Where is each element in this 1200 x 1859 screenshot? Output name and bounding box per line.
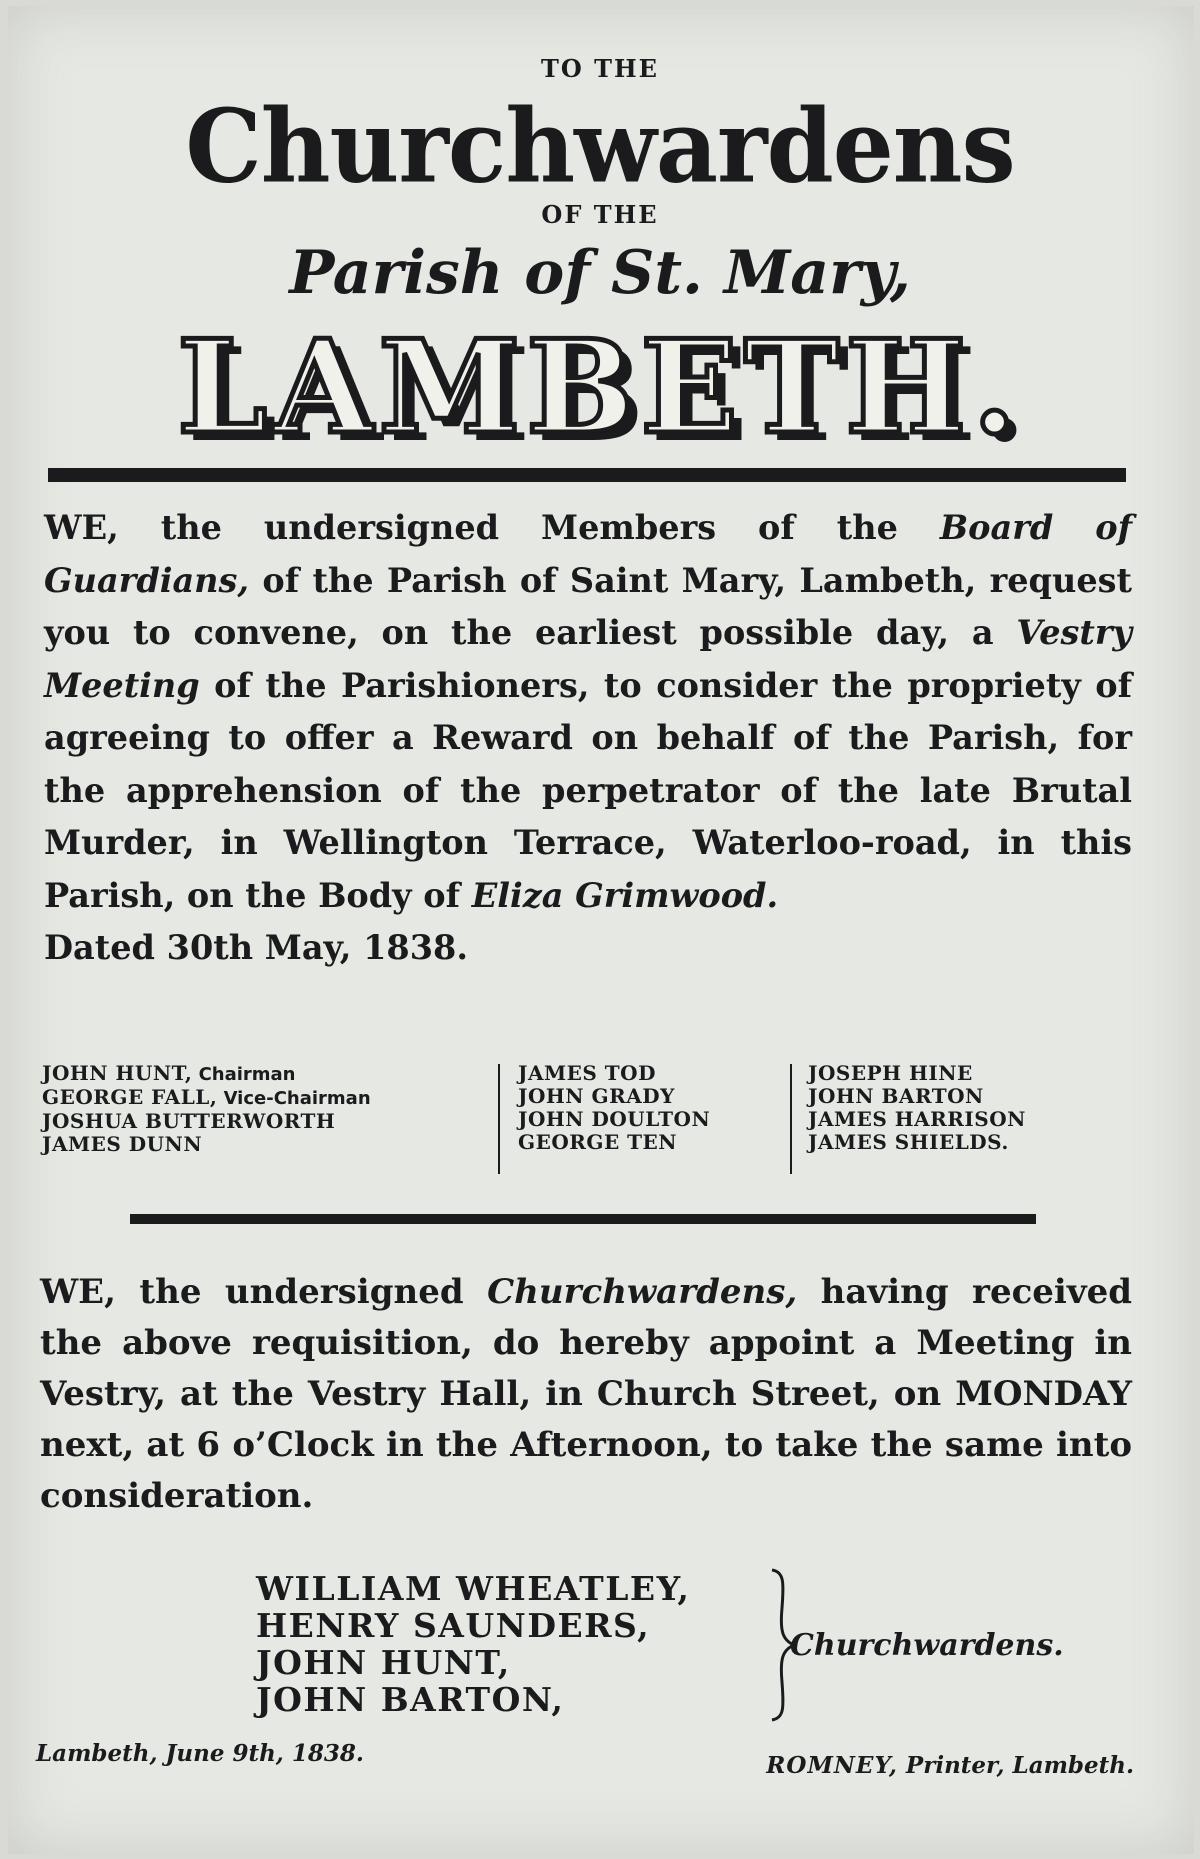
guardian-name: JAMES DUNN (42, 1132, 203, 1156)
churchwarden-signatures (256, 1570, 690, 1718)
guardian-name: JAMES SHIELDS. (808, 1130, 1009, 1154)
heading-place: LAMBETH. (177, 313, 1023, 463)
guardians-column-3 (808, 1062, 1026, 1154)
guardian-name: JOHN GRADY (518, 1084, 675, 1108)
middle-divider (130, 1214, 1036, 1224)
guardian-signature (42, 1086, 371, 1110)
churchwarden-name: HENRY SAUNDERS, (256, 1606, 651, 1645)
requisition-paragraph (44, 502, 1132, 975)
column-divider (790, 1064, 792, 1174)
guardian-name: JAMES HARRISON (808, 1107, 1026, 1131)
churchwarden-name: WILLIAM WHEATLEY, (256, 1569, 691, 1608)
appointment-churchwardens: Churchwardens, (487, 1272, 798, 1312)
requisition-board: Board of Guardians, (44, 508, 1132, 600)
guardian-role: Vice-Chairman (217, 1088, 371, 1109)
guardian-name: JOHN BARTON (808, 1084, 984, 1108)
guardian-role: Chairman (192, 1064, 296, 1085)
guardian-name: GEORGE FALL, (42, 1085, 218, 1109)
guardians-column-2 (518, 1062, 710, 1154)
appointment-text-1: the undersigned (115, 1272, 488, 1312)
heading-title: Churchwardens (185, 87, 1015, 206)
guardian-name: GEORGE TEN (518, 1130, 678, 1154)
footer-place-date: Lambeth, June 9th, 1838. (36, 1740, 364, 1767)
guardian-signature (42, 1133, 371, 1156)
column-divider (498, 1064, 500, 1174)
top-divider (48, 468, 1126, 482)
churchwardens-role-label: Churchwardens. (790, 1628, 1064, 1663)
requisition-text-1: the undersigned Members of the (118, 508, 940, 547)
appointment-text-2: having received the above requisition, do hereby appoint a Meeting in Vestry, at the Vestry Hall, in Church Street, on MONDAY next, at 6 o’Clock in the Afternoon, to take the same into consideration. (40, 1272, 1133, 1516)
guardian-name: JOHN HUNT, (42, 1061, 193, 1085)
requisition-victim: Eliza Grimwood. (471, 875, 779, 915)
heading-parish: Parish of St. Mary, (289, 238, 911, 308)
requisition-text-3: of the Parishioners, to consider the propriety of agreeing to offer a Reward on behalf of the Parish, for the apprehension of the perpetrator of the late Brutal Murder, in Wellington Terrace, Waterloo-road, in this Parish, on the Body of (44, 665, 1132, 915)
heading-to-the: TO THE (541, 54, 659, 83)
requisition-dated: Dated 30th May, 1838. (44, 928, 469, 967)
churchwarden-name: JOHN BARTON, (256, 1680, 565, 1719)
guardian-name: JOSEPH HINE (808, 1061, 973, 1085)
footer-printer (766, 1752, 1134, 1779)
guardian-signature (42, 1062, 371, 1086)
guardian-name: JOSHUA BUTTERWORTH (42, 1109, 336, 1133)
requisition-text-2: of the Parish of Saint Mary, Lambeth, request you to convene, on the earliest possible day, a (44, 560, 1132, 652)
guardian-signature (42, 1110, 371, 1133)
churchwarden-name: JOHN HUNT, (256, 1643, 511, 1682)
heading-of-the: OF THE (541, 200, 659, 229)
guardians-column-1 (42, 1062, 371, 1156)
appointment-we: WE, (40, 1272, 116, 1312)
appointment-paragraph (40, 1267, 1132, 1522)
printer-name: ROMNEY, (766, 1752, 898, 1779)
printer-rest: Printer, Lambeth. (897, 1752, 1134, 1779)
guardian-name: JOHN DOULTON (518, 1107, 711, 1131)
requisition-we: WE, (44, 508, 119, 547)
guardian-name: JAMES TOD (518, 1061, 656, 1085)
requisition-vestry: Vestry Meeting (44, 613, 1132, 705)
